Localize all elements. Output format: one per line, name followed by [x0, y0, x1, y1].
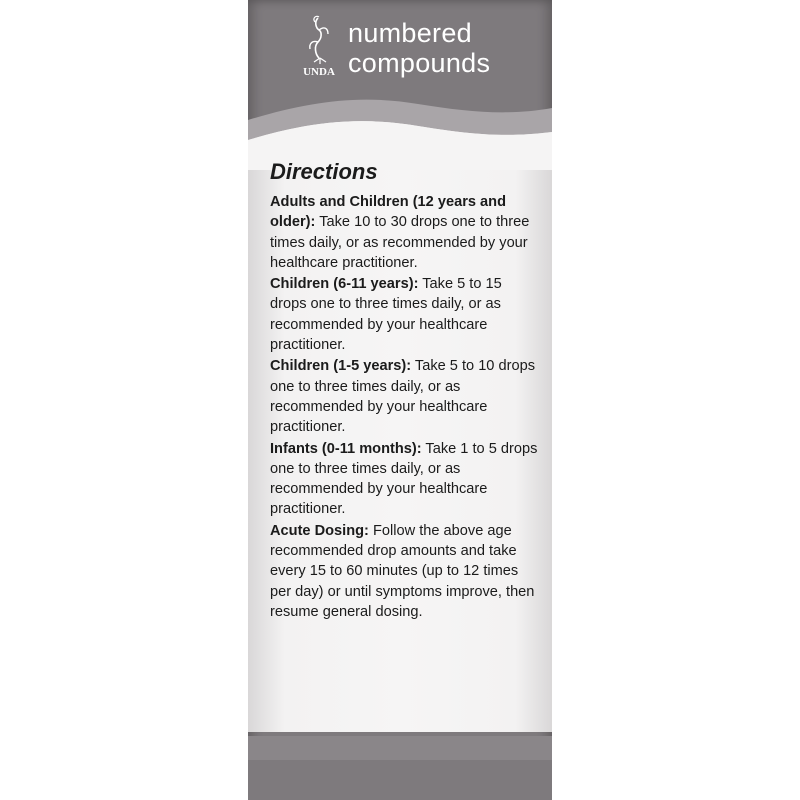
section-text: Take 10 to 30 drops one to three times daily, or as recommended by your healthcare practitioner. — [270, 214, 530, 271]
brand-title — [348, 18, 490, 78]
brand-line1: numbered — [348, 18, 472, 48]
section-label: Infants (0-11 months): — [270, 440, 422, 457]
section-label: Acute Dosing: — [270, 522, 369, 539]
directions-children-1-5 — [270, 356, 538, 437]
directions-adults — [270, 192, 538, 273]
section-text: Take 5 to 10 drops one to three times daily, or as recommended by your healthcare practitioner. — [270, 358, 535, 436]
directions-content — [270, 158, 538, 623]
logo-wordmark: UNDA — [303, 66, 335, 78]
directions-children-6-11 — [270, 274, 538, 355]
section-label: Children (6-11 years): — [270, 276, 419, 293]
bottom-stripe — [248, 736, 552, 760]
unda-logo-icon — [294, 12, 344, 82]
brand-line2: compounds — [348, 48, 491, 78]
directions-infants — [270, 439, 538, 520]
section-text: Take 5 to 15 drops one to three times daily, or as recommended by your healthcare practitioner. — [270, 276, 502, 354]
directions-heading: Directions — [270, 159, 378, 184]
section-text: Take 1 to 5 drops one to three times daily, or as recommended by your healthcare practitioner. — [270, 440, 538, 518]
section-label: Children (1-5 years): — [270, 358, 412, 375]
section-text: Follow the above age recommended drop amounts and take every 15 to 60 minutes (up to 12 times per day) or until symptoms improve, then resume general dosing. — [270, 522, 535, 620]
product-box — [248, 0, 552, 800]
section-label: Adults and Children (12 years and older): — [270, 194, 506, 231]
bottom-base — [248, 760, 552, 800]
directions-acute-dosing — [270, 521, 538, 622]
